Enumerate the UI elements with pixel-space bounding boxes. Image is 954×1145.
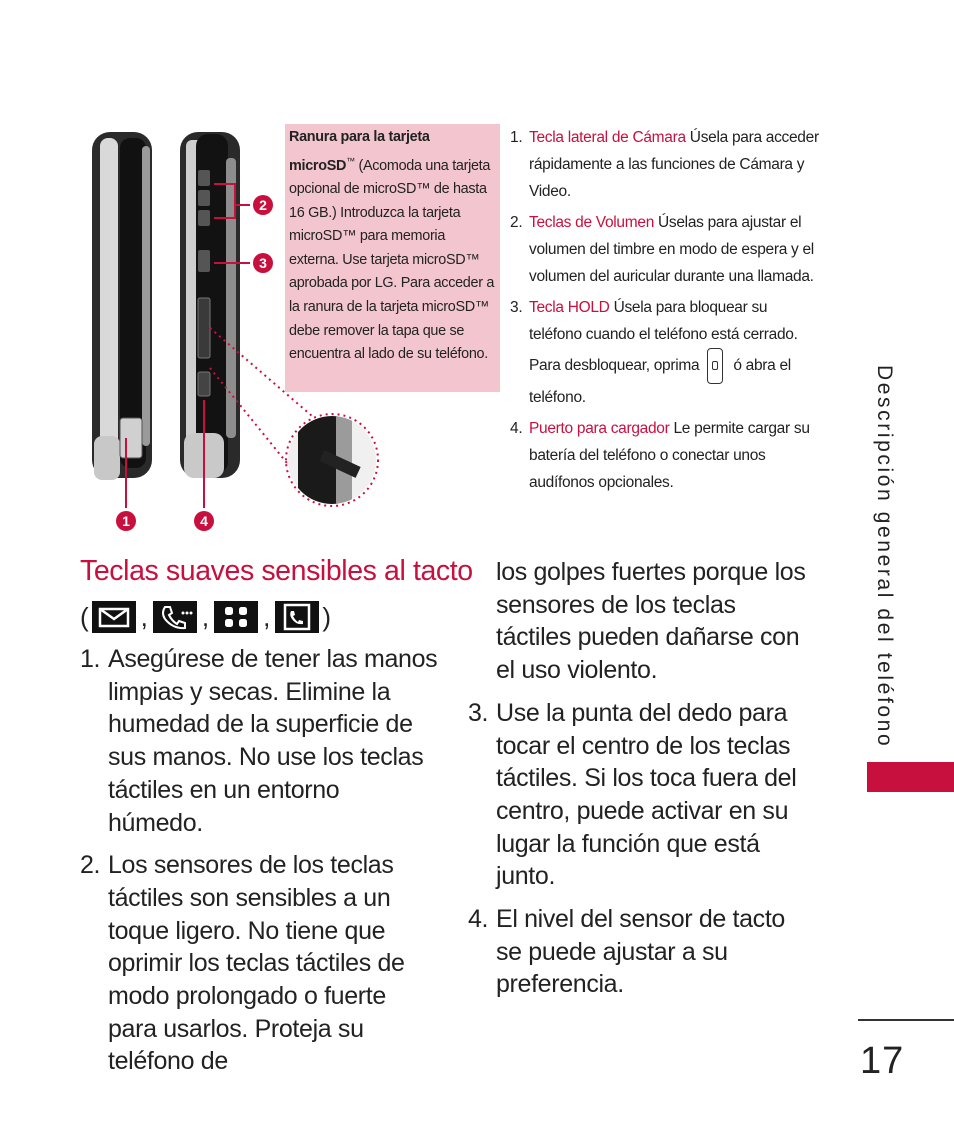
- item-number: 1.: [80, 645, 101, 673]
- part-item-2: [510, 209, 820, 290]
- left-column: [80, 643, 440, 1088]
- microsd-slot-zoom: [280, 408, 390, 518]
- continued-text: los golpes fuertes porque los sensores de los teclas táctiles pueden dañarse con el uso violento.: [496, 558, 806, 685]
- part-number: 2.: [510, 214, 523, 231]
- label-1-marker: [116, 511, 136, 531]
- callout-body: (Acomoda una tarjeta opcional de microSD™ de hasta 16 GB.) Introduzca la tarjeta microSD™ para memoria externa. Use tarjeta microSD™ aprobada por LG. Para acceder a la ranura de la tarjeta microSD™ debe remover la tapa que se encuentra al lado de su teléfono.: [289, 157, 495, 363]
- chapter-marker-bar: [867, 762, 954, 792]
- part-description: Úsela para bloquear su teléfono cuando el teléfono está cerrado. Para desbloquear, oprima: [529, 299, 798, 375]
- list-item: [468, 697, 813, 893]
- part-term: Puerto para cargador: [529, 420, 670, 437]
- part-description: Le permite cargar su batería del teléfono o conectar unos audífonos opcionales.: [529, 420, 810, 491]
- part-description: Úsela para acceder rápidamente a las funciones de Cámara y Video.: [529, 129, 819, 200]
- part-number: 4.: [510, 420, 523, 437]
- part-item-3: [510, 294, 820, 411]
- page-number: 17: [860, 1040, 905, 1082]
- part-term: Tecla HOLD: [529, 299, 610, 316]
- callout-tm: ™: [346, 155, 355, 166]
- part-item-4: [510, 415, 820, 496]
- section-title: Teclas suaves sensibles al tacto: [80, 555, 473, 587]
- close-paren: ): [322, 601, 332, 632]
- item-text: Los sensores de los teclas táctiles son sensibles a un toque ligero. No tiene que oprimir los teclas táctiles de modo prolongado o fuerte para usarlos. Proteja su teléfono de: [108, 851, 405, 1076]
- footer-rule: [858, 1019, 954, 1021]
- item-text: Asegúrese de tener las manos limpias y secas. Elimine la humedad de la superficie de sus manos. No use los teclas táctiles en un entorno húmedo.: [108, 645, 438, 837]
- figure-label-1: 1: [122, 513, 130, 529]
- comma: ,: [140, 601, 148, 632]
- figure-label-4: 4: [200, 513, 208, 529]
- item-number: 4.: [468, 905, 489, 934]
- figure-label-2: 2: [259, 197, 267, 213]
- list-item: [468, 903, 813, 1001]
- parts-list: [510, 124, 820, 500]
- part-description: Úselas para ajustar el volumen del timbre en modo de espera y el volumen del auricular durante una llamada.: [529, 214, 814, 285]
- hold-key-icon: [707, 348, 723, 384]
- part-number: 3.: [510, 299, 523, 316]
- item-number: 3.: [468, 698, 489, 727]
- figure-label-3: 3: [259, 255, 267, 271]
- part-term: Tecla lateral de Cámara: [529, 129, 686, 146]
- phonebook-icon: [275, 601, 319, 633]
- callout-title: Ranura para la tarjeta microSD: [289, 129, 430, 174]
- part-item-1: [510, 124, 820, 205]
- message-icon: [92, 601, 136, 633]
- part-term: Teclas de Volumen: [529, 214, 655, 231]
- item-number: 2.: [80, 851, 101, 880]
- comma: ,: [263, 601, 271, 632]
- list-item: [80, 849, 440, 1078]
- label-4-marker: [194, 511, 214, 531]
- right-column: [468, 556, 813, 1011]
- chapter-title: Descripción general del teléfono: [873, 365, 896, 749]
- item-text: Use la punta del dedo para tocar el centro de los teclas táctiles. Si los toca fuera del centro, puede activar en su lugar la función que está junto.: [496, 698, 797, 891]
- label-2-marker: [253, 195, 273, 215]
- label-3-marker: [253, 253, 273, 273]
- part-description-end: ó abra el teléfono.: [529, 357, 791, 406]
- touch-keys-icons: [80, 600, 331, 634]
- chapter-side-tab: [870, 365, 900, 755]
- phone-left-side-view: [92, 132, 152, 480]
- list-item: [80, 643, 440, 839]
- call-icon: [153, 601, 197, 633]
- comma: ,: [201, 601, 210, 632]
- open-paren: (: [80, 601, 89, 632]
- part-number: 1.: [510, 129, 523, 146]
- menu-icon: [214, 601, 258, 633]
- microsd-callout: [285, 124, 500, 392]
- item-text: El nivel del sensor de tacto se puede ajustar a su preferencia.: [496, 905, 785, 999]
